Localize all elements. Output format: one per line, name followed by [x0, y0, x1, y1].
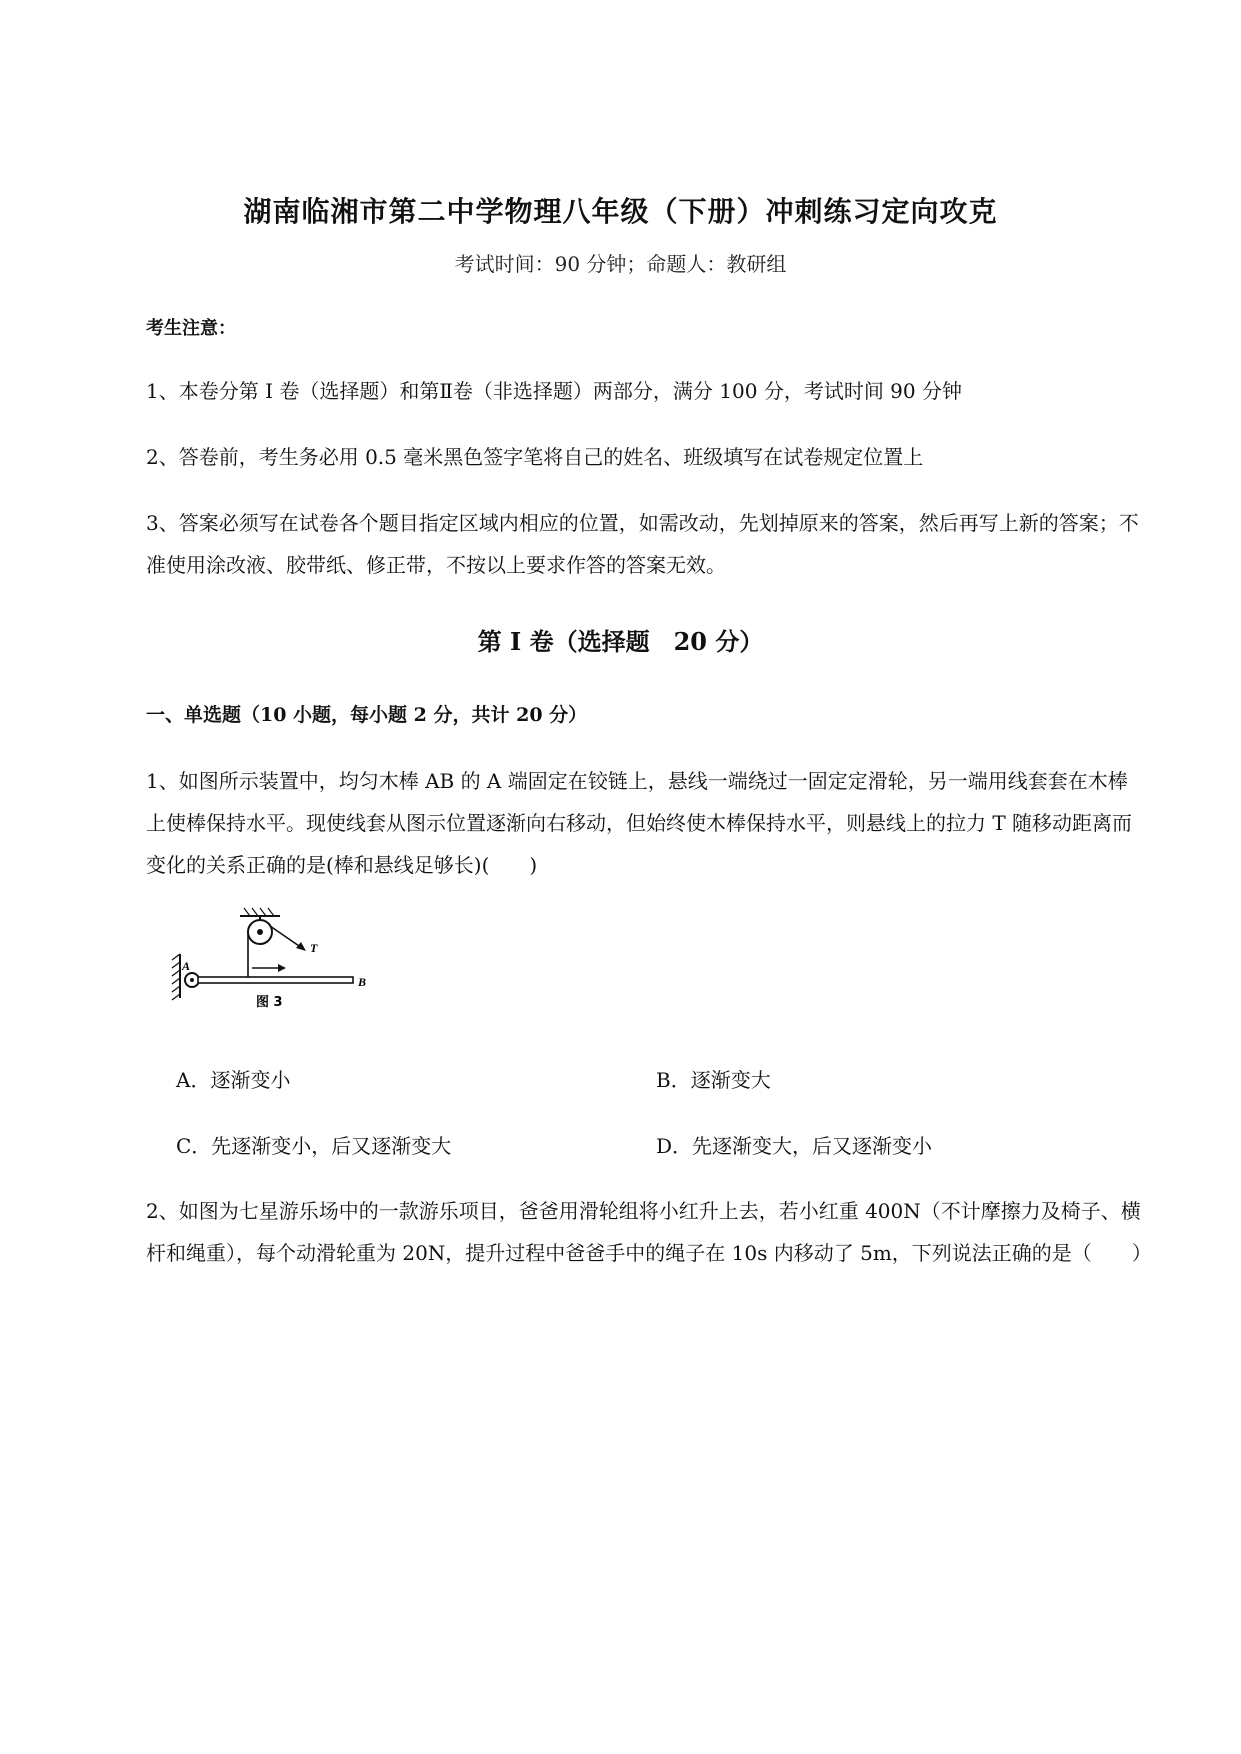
- option-d: D．先逐渐变大，后又逐渐变小: [656, 1134, 933, 1158]
- option-b: B．逐渐变大: [656, 1068, 771, 1092]
- notice-item-2: 2、答卷前，考生务必用 0.5 毫米黑色签字笔将自己的姓名、班级填写在试卷规定位置上: [146, 445, 924, 469]
- exam-subtitle: 考试时间：90 分钟；命题人：教研组: [454, 252, 787, 276]
- tension-arrow-icon: [296, 942, 306, 951]
- section-title: 第 I 卷（选择题 20 分）: [477, 627, 764, 656]
- question-1-text: 1、如图所示装置中，均匀木棒 AB 的 A 端固定在铰链上，悬线一端绕过一固定定滑轮，另一端用线套套在木棒上使棒保持水平。现使线套从图示位置逐渐向右移动，但始终使木棒保持水平，则悬线上的拉力 T 随移动距离而变化的关系正确的是(棒和悬线足够长)( ): [146, 769, 1133, 877]
- ceiling-hatching: [244, 908, 274, 916]
- wall-hatching: [172, 954, 180, 1000]
- part-heading: 一、单选题（10 小题，每小题 2 分，共计 20 分）: [146, 704, 588, 726]
- label-t: T: [310, 941, 318, 955]
- option-a: A．逐渐变小: [176, 1068, 291, 1092]
- tension-string: [270, 926, 302, 948]
- move-arrow-icon: [278, 964, 286, 972]
- question-2-text: 2、如图为七星游乐场中的一款游乐项目，爸爸用滑轮组将小红升上去，若小红重 400N（不计摩擦力及椅子、横杆和绳重），每个动滑轮重为 20N，提升过程中爸爸手中的绳子在 10s 内移动了 5m，下列说法正确的是（ ）: [146, 1199, 1152, 1265]
- pulley-axle: [257, 929, 263, 935]
- notice-heading: 考生注意：: [146, 318, 236, 339]
- lever-pulley-figure: [170, 906, 390, 1026]
- hinge-center: [190, 978, 194, 982]
- exam-title: 湖南临湘市第二中学物理八年级（下册）冲刺练习定向攻克: [243, 195, 998, 228]
- rod-ab: [198, 977, 353, 983]
- label-a: A: [182, 959, 191, 973]
- notice-item-1: 1、本卷分第 I 卷（选择题）和第Ⅱ卷（非选择题）两部分，满分 100 分，考试时间 90 分钟: [146, 379, 962, 403]
- notice-item-3: 3、答案必须写在试卷各个题目指定区域内相应的位置，如需改动，先划掉原来的答案，然后再写上新的答案；不准使用涂改液、胶带纸、修正带，不按以上要求作答的答案无效。: [146, 511, 1139, 577]
- label-b: B: [358, 975, 367, 989]
- figure-caption: 图 3: [256, 995, 283, 1010]
- option-c: C．先逐渐变小，后又逐渐变大: [176, 1134, 452, 1158]
